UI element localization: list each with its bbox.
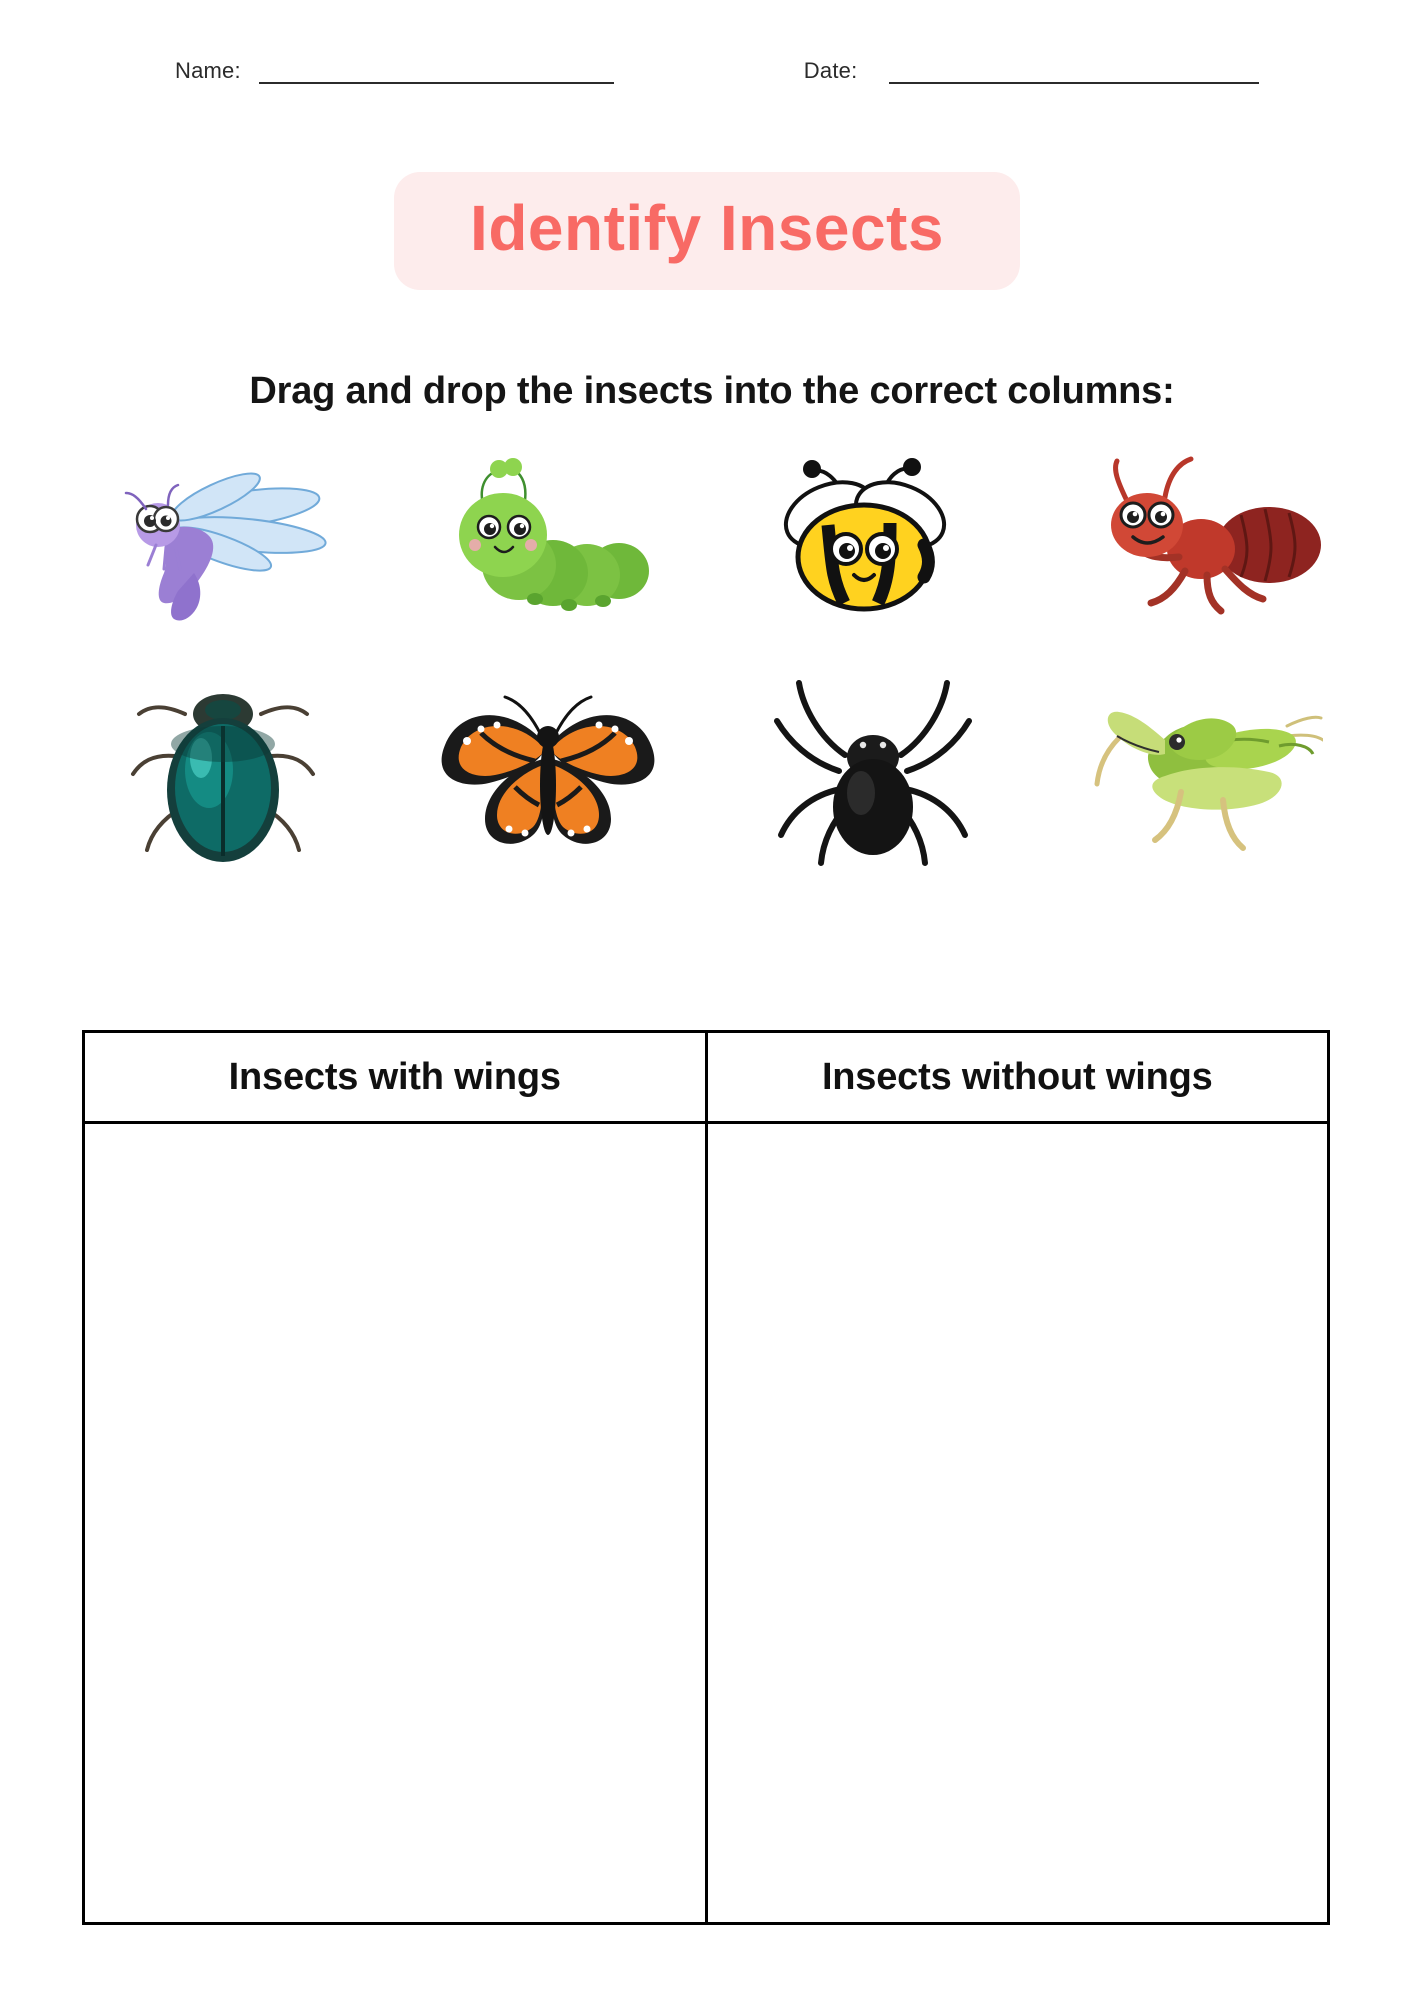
- bee-icon: [758, 453, 988, 638]
- insect-item-butterfly[interactable]: [385, 670, 710, 880]
- column-header-with-wings: [85, 1033, 708, 1121]
- insect-item-dragonfly[interactable]: [60, 465, 385, 625]
- drop-area[interactable]: [85, 1124, 705, 1922]
- drop-zone-without-wings[interactable]: [708, 1124, 1328, 1922]
- beetle-icon: [123, 670, 323, 880]
- ant-icon: [1073, 453, 1323, 638]
- date-label: Date:: [803, 58, 858, 83]
- insect-item-beetle[interactable]: [60, 670, 385, 880]
- date-field: [804, 58, 1260, 84]
- insect-item-caterpillar[interactable]: [385, 465, 710, 625]
- title-pill: [394, 172, 1020, 290]
- caterpillar-icon: [423, 453, 673, 638]
- dragonfly-icon: [98, 453, 348, 638]
- insect-item-spider[interactable]: [710, 670, 1035, 880]
- worksheet-header: [0, 58, 1414, 84]
- drop-area[interactable]: [708, 1124, 1328, 1922]
- table-body: [85, 1124, 1327, 1922]
- instruction-text: Drag and drop the insects into the correct columns:: [249, 370, 1175, 412]
- page-title: Identify Insects: [470, 192, 944, 264]
- grasshopper-icon: [1073, 680, 1323, 870]
- table-header-row: [85, 1033, 1327, 1124]
- insect-item-ant[interactable]: [1035, 465, 1360, 625]
- insect-gallery: [60, 465, 1360, 880]
- insect-item-bee[interactable]: [710, 465, 1035, 625]
- name-label: Name:: [175, 58, 241, 83]
- title-banner: [0, 172, 1414, 290]
- column-header-label: Insects without wings: [821, 1055, 1213, 1098]
- column-header-label: Insects with wings: [228, 1055, 561, 1098]
- sorting-table: [82, 1030, 1330, 1925]
- butterfly-icon: [423, 683, 673, 868]
- insect-item-grasshopper[interactable]: [1035, 670, 1360, 880]
- column-header-without-wings: [708, 1033, 1328, 1121]
- name-field: [175, 58, 614, 84]
- drop-zone-with-wings[interactable]: [85, 1124, 708, 1922]
- spider-icon: [763, 675, 983, 875]
- name-input[interactable]: [259, 62, 614, 84]
- date-input[interactable]: [889, 62, 1259, 84]
